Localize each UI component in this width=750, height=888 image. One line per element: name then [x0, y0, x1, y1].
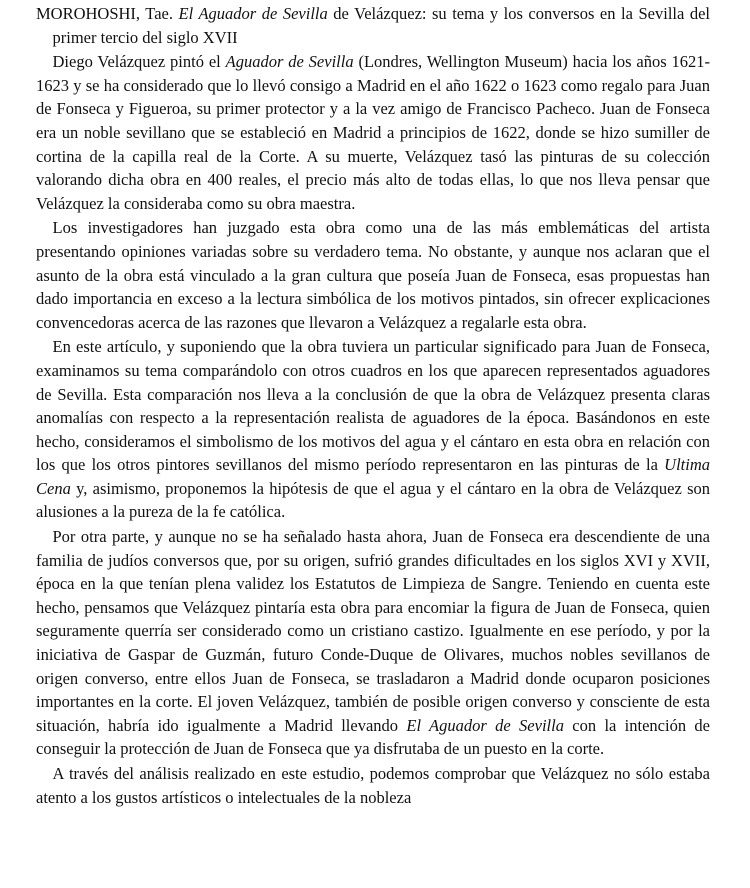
paragraph-5: [36, 762, 710, 809]
paragraph-text: con la intención de conseguir la protección de Juan de Fonseca que ya disfrutaba de un puesto en la corte.: [36, 715, 710, 759]
paragraph-text: En este artículo, y suponiendo que la obra tuviera un particular significado para Juan de Fonseca, examinamos su tema comparándolo con otros cuadros en los que aparecen representados aguadores de Sevilla. Esta comparación nos lleva a la conclusión de que la obra de Velázquez presenta claras anomalías con respecto a la representación realista de aguadores de la época. Basándonos en este hecho, consideramos el simbolismo de los motivos del agua y el cántaro en esta obra en relación con los que los otros pintores sevillanos del mismo período representaron en las pinturas de la: [36, 337, 710, 475]
artwork-title: Ultima Cena: [36, 455, 710, 498]
author-name: MOROHOSHI, Tae.: [36, 4, 173, 23]
paragraph-3: [36, 335, 710, 524]
paragraph-text: Diego Velázquez pintó el: [52, 52, 226, 72]
artwork-title: Aguador de Sevilla: [225, 52, 354, 72]
article-heading: [36, 2, 710, 49]
article-title-rest: de Velázquez: su tema y los conversos en la Sevilla del primer tercio del siglo XVII: [52, 4, 711, 47]
paragraph-2: [36, 216, 710, 334]
paragraph-text: y, asimismo, proponemos la hipótesis de que el agua y el cántaro en la obra de Velázquez son alusiones a la pureza de la fe católica.: [36, 478, 710, 522]
paragraph-4: [36, 525, 710, 761]
article-title-italic: El Aguador de Sevilla: [178, 4, 328, 23]
paragraph-text: Los investigadores han juzgado esta obra como una de las más emblemáticas del artista presentando opiniones variadas sobre su verdadero tema. No obstante, y aunque nos aclaran que el asunto de la obra está vinculado a la gran cultura que poseía Juan de Fonseca, esas propuestas han dado importancia en exceso a la lectura simbólica de los motivos pintados, sin ofrecer explicaciones convencedoras acerca de las razones que llevaron a Velázquez a regalarle esta obra.: [36, 218, 710, 332]
artwork-title: El Aguador de Sevilla: [406, 715, 564, 735]
paragraph-1: [36, 50, 710, 215]
document-page: [36, 2, 710, 809]
paragraph-text: (Londres, Wellington Museum) hacia los años 1621-1623 y se ha considerado que lo llevó consigo a Madrid en el año 1622 o 1623 como regalo para Juan de Fonseca y Figueroa, su primer protector y a la vez amigo de Francisco Pacheco. Juan de Fonseca era un noble sevillano que se estableció en Madrid a principios de 1622, donde se hizo sumiller de cortina de la capilla real de la Corte. A su muerte, Velázquez tasó las pinturas de su colección valorando dicha obra en 400 reales, el precio más alto de todas ellas, lo que nos lleva pensar que Velázquez la consideraba como su obra maestra.: [36, 52, 710, 213]
paragraph-text: A través del análisis realizado en este estudio, podemos comprobar que Velázquez no sólo estaba atento a los gustos artísticos o intelectuales de la nobleza: [36, 764, 710, 807]
paragraph-text: Por otra parte, y aunque no se ha señalado hasta ahora, Juan de Fonseca era descendiente de una familia de judíos conversos que, por su origen, sufrió grandes dificultades en los siglos XVI y XVII, época en la que tenían plena validez los Estatutos de Limpieza de Sangre. Teniendo en cuenta este hecho, pensamos que Velázquez pintaría esta obra para encomiar la figura de Juan de Fonseca, quien seguramente querría ser considerado como un cristiano castizo. Igualmente en ese período, y por la iniciativa de Gaspar de Guzmán, futuro Conde-Duque de Olivares, muchos nobles sevillanos de origen converso, entre ellos Juan de Fonseca, se trasladaron a Madrid donde ocuparon posiciones importantes en la corte. El joven Velázquez, también de posible origen converso y consciente de esta situación, habría ido igualmente a Madrid llevando: [36, 527, 710, 735]
